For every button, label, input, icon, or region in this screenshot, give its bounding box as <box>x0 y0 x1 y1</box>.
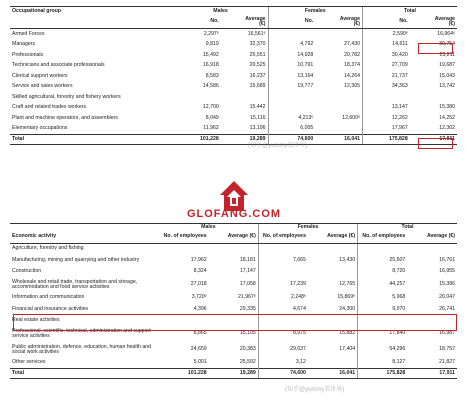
cell-m-no: 8,865 <box>193 330 207 337</box>
table-header-row <box>10 224 457 232</box>
cell-f-avg <box>308 358 358 369</box>
table-row <box>10 113 457 124</box>
cell-t-avg: 18,757 <box>439 346 455 353</box>
cell-t-no <box>362 92 409 103</box>
cell-f-avg: 15,869ᵉ <box>337 294 356 301</box>
cell-t-no: 12,262 <box>362 113 409 124</box>
cell-f-avg <box>315 103 362 114</box>
cell-m-avg: 20,383 <box>239 346 256 353</box>
row-label: Wholesale and retail trade, transportation and storage, accommodation and food service activities <box>12 278 138 290</box>
row-label: Real estate activities <box>12 317 60 324</box>
males-header: Males <box>174 7 268 17</box>
cell-m-no: 4,396 <box>193 305 207 312</box>
cell-f-avg: 12,765 <box>339 281 356 288</box>
cell-t-avg <box>410 92 457 103</box>
females-header: Females <box>258 224 357 232</box>
cell-t-no: 44,257 <box>358 277 408 293</box>
cell-f-no: 7,665 <box>258 254 308 267</box>
cell-f-no: 4,213ᵉ <box>268 113 315 124</box>
cell-m-no: 2,297ᵉ <box>203 30 219 37</box>
cell-f-avg <box>308 267 358 277</box>
males-header: Males <box>159 224 258 232</box>
cell-t-no: 13,147 <box>362 103 409 114</box>
elementary-average-highlight <box>418 138 453 149</box>
cell-m-avg: 17,147 <box>239 268 256 275</box>
cell-f-avg: 24,300 <box>339 305 356 312</box>
cell-m-avg: 29,335 <box>239 305 256 312</box>
cell-f-avg <box>308 244 358 255</box>
table-row <box>10 277 457 293</box>
row-label: Professionals <box>12 51 44 58</box>
cell-f-no <box>258 267 308 277</box>
cell-t-avg: 26,741 <box>439 305 455 312</box>
row-label: Elementary occupations <box>12 125 68 132</box>
cell-m-no: 8,583 <box>205 72 219 79</box>
average-label: Average <box>434 16 455 22</box>
cell-t-avg <box>407 244 457 255</box>
row-label: Managers <box>12 41 36 48</box>
unit-label: (€) <box>448 21 455 27</box>
row-label: Skilled agricultural, forestry and fishery workers <box>12 93 121 100</box>
cell-m-avg: 20,525 <box>249 62 266 69</box>
cell-t-avg: 23,211 <box>439 51 455 58</box>
cell-m-avg: 21,967ᵉ <box>238 294 256 301</box>
table-row <box>10 40 457 51</box>
cell-f-avg: 20,782 <box>344 51 360 58</box>
table-row <box>10 254 457 267</box>
unit-label: (€) <box>353 21 360 27</box>
table-row <box>10 82 457 93</box>
total-f-no: 74,600 <box>258 369 308 379</box>
cell-f-no: 14,928 <box>268 50 315 61</box>
logo-text: GLOFANG.COM <box>186 208 282 220</box>
cell-t-no: 30,420 <box>362 50 409 61</box>
cell-f-no: 4,674 <box>258 303 308 316</box>
cell-m-no: 27,018 <box>190 281 207 288</box>
cell-f-no <box>258 244 308 255</box>
cell-f-no: 13,164 <box>268 71 315 82</box>
cell-t-avg: 15,386 <box>439 281 455 288</box>
table-row <box>10 92 457 103</box>
total-m-avg: 19,289 <box>221 135 268 145</box>
total-t-avg: 17,911 <box>407 369 457 379</box>
cell-m-no: 9,819 <box>205 41 219 48</box>
table-header-row <box>10 7 457 17</box>
cell-m-no: 8,049 <box>205 114 219 121</box>
cell-m-avg: 15,689 <box>249 83 266 90</box>
row-label: Clerical support workers <box>12 72 68 79</box>
cell-f-no <box>268 92 315 103</box>
cell-t-avg: 20,047 <box>439 294 455 301</box>
cell-t-no: 9,070 <box>358 303 408 316</box>
cell-m-no: 3,720ᵉ <box>191 294 207 301</box>
cell-m-avg: 25,592 <box>239 359 256 366</box>
cell-t-avg: 12,302 <box>439 125 455 132</box>
cell-m-avg: 15,442 <box>249 104 266 111</box>
unit-label: (€) <box>259 21 266 27</box>
cell-m-no: 14,586 <box>202 83 219 90</box>
cell-t-no: 14,611 <box>362 40 409 51</box>
total-m-no: 101,228 <box>159 369 209 379</box>
cell-f-no <box>268 103 315 114</box>
total-f-avg: 16,041 <box>308 369 358 379</box>
total-no-header: No. of employees <box>358 231 408 244</box>
cell-m-no <box>174 92 221 103</box>
row-label: Public administration, defence, education, human health and social work activities <box>12 343 152 355</box>
cell-m-avg: 15,105 <box>239 330 256 337</box>
total-label: Total <box>10 135 174 145</box>
average-label: Average <box>245 16 266 22</box>
cell-f-no: 29,637 <box>258 342 308 358</box>
cell-m-no: 16,918 <box>202 62 219 69</box>
row-label: Manufacturing, mining and quarrying and other industry <box>12 256 140 263</box>
cell-f-avg: 14,264 <box>344 72 360 79</box>
row-label: Service and sales workers <box>12 83 73 90</box>
cell-f-avg: 15,882 <box>339 330 356 337</box>
total-t-no: 175,828 <box>358 369 408 379</box>
group-column-header: Occupational group <box>10 7 174 17</box>
males-average-header <box>221 16 268 29</box>
cell-f-no: 19,777 <box>268 82 315 93</box>
watermark-text: (知乎@yummy看世界) <box>248 143 308 149</box>
cell-t-no: 17,967 <box>362 124 409 135</box>
cell-m-avg: 18,181 <box>239 256 256 263</box>
cell-f-no: 4,792 <box>268 40 315 51</box>
cell-t-no: 8,720 <box>358 267 408 277</box>
cell-m-no: 5,001 <box>193 359 207 366</box>
males-no-header: No. of employees <box>159 231 209 244</box>
table-row <box>10 342 457 358</box>
table-row <box>10 358 457 369</box>
cell-f-no: 17,239 <box>258 277 308 293</box>
cell-t-avg: 15,043 <box>439 72 455 79</box>
row-label: Agriculture, forestry and fishing <box>12 245 84 252</box>
cell-t-avg: 21,827 <box>439 359 455 366</box>
total-average-header <box>410 16 457 29</box>
table-row <box>10 267 457 277</box>
cell-t-avg: 15,380 <box>439 104 455 111</box>
table-row <box>10 71 457 82</box>
cell-m-no: 17,962 <box>190 256 207 263</box>
total-row <box>10 135 457 145</box>
cell-t-avg: 16,987 <box>439 330 455 337</box>
cell-t-no: 27,709 <box>362 61 409 72</box>
total-t-avg: 17,911 <box>410 135 457 145</box>
row-label: Technicians and associate professionals <box>12 62 105 69</box>
cell-m-avg: 16,237 <box>249 72 266 79</box>
cell-f-no: 2,248ᵉ <box>258 293 308 303</box>
cell-t-no: 2,590ᵉ <box>362 29 409 40</box>
cell-t-avg: 30,754 <box>439 41 455 48</box>
row-label: Information and communication <box>12 294 85 301</box>
cell-f-avg: 17,404 <box>339 346 356 353</box>
cell-m-no: 8,324 <box>193 268 207 275</box>
activity-column-header: Economic activity <box>10 231 159 244</box>
row-label: Financial and insurance activities <box>12 305 89 312</box>
table-row <box>10 50 457 61</box>
total-m-no: 101,228 <box>174 135 221 145</box>
cell-m-avg: 13,196 <box>249 125 266 132</box>
total-average-header: Average (€) <box>407 231 457 244</box>
cell-f-avg: 12,305 <box>344 83 360 90</box>
cell-t-no <box>358 244 408 255</box>
table-row <box>10 61 457 72</box>
cell-t-no: 21,737 <box>362 71 409 82</box>
cell-m-no <box>159 244 209 255</box>
cell-t-no: 34,363 <box>362 82 409 93</box>
cell-m-avg: 16,561ᵉ <box>247 30 266 37</box>
table-row <box>10 293 457 303</box>
cell-t-no: 25,607 <box>358 254 408 267</box>
cell-f-avg: 12,600ᵉ <box>342 114 360 121</box>
cell-t-avg: 16,761 <box>439 256 455 263</box>
row-label: Craft and related trades workers <box>12 104 87 111</box>
cell-t-no: 5,968 <box>358 293 408 303</box>
cell-f-no: 6,005 <box>268 124 315 135</box>
cell-f-avg: 13,430 <box>339 256 356 263</box>
cell-m-no: 11,962 <box>203 125 219 132</box>
cell-f-avg: 18,374 <box>344 62 360 69</box>
cell-f-avg <box>315 29 362 40</box>
total-row <box>10 369 457 379</box>
cell-f-avg: 27,430 <box>344 41 360 48</box>
table-row <box>10 244 457 255</box>
watermark-text: (知乎@yummy看世界) <box>285 387 345 393</box>
table-row <box>10 29 457 40</box>
total-m-avg: 19,289 <box>209 369 259 379</box>
cell-t-avg: 14,252 <box>439 114 455 121</box>
cell-m-avg: 15,116 <box>250 114 266 121</box>
row-label: Other services <box>12 359 46 366</box>
occupational-group-table <box>10 6 457 145</box>
cell-m-avg: 17,058 <box>239 281 256 288</box>
cell-f-no: 10,791 <box>268 61 315 72</box>
cell-f-no: 8,975 <box>258 326 308 342</box>
row-label: Professional, scientific, technical, administration and support service activities <box>12 327 151 339</box>
cell-f-avg <box>315 124 362 135</box>
average-label: Average <box>339 16 360 22</box>
cell-m-avg: 32,370 <box>249 41 266 48</box>
total-f-no: 74,600 <box>268 135 315 145</box>
row-label: Armed Forces <box>12 30 45 37</box>
cell-t-no: 17,840 <box>358 326 408 342</box>
total-header: Total <box>362 7 457 17</box>
total-header: Total <box>358 224 457 232</box>
table-subheader-row <box>10 16 457 29</box>
table-row <box>10 103 457 114</box>
cell-t-avg: 16,964ᵉ <box>437 30 455 37</box>
row-label: Construction <box>12 268 42 275</box>
cell-t-avg: 13,742 <box>439 83 455 90</box>
females-average-header <box>315 16 362 29</box>
table-subheader-row <box>10 231 457 244</box>
table-row <box>10 124 457 135</box>
total-no-header: No. <box>362 16 409 29</box>
cell-m-avg <box>209 244 259 255</box>
total-t-no: 175,828 <box>362 135 409 145</box>
males-no-header: No. <box>174 16 221 29</box>
cell-m-avg <box>221 92 268 103</box>
financial-row-highlight <box>13 314 457 331</box>
cell-f-avg <box>315 92 362 103</box>
females-no-header: No. <box>268 16 315 29</box>
females-average-header: Average (€) <box>308 231 358 244</box>
females-header: Females <box>268 7 362 17</box>
cell-m-avg: 25,551 <box>249 51 266 58</box>
cell-t-no: 54,296 <box>358 342 408 358</box>
row-label: Plant and machine operators, and assemblers <box>12 114 118 121</box>
cell-f-no <box>268 29 315 40</box>
total-f-avg: 16,041 <box>315 135 362 145</box>
cell-f-no: 3,12 <box>258 358 308 369</box>
cell-t-avg: 19,687 <box>439 62 455 69</box>
cell-m-no: 24,659 <box>190 346 207 353</box>
cell-m-no: 12,700 <box>202 104 219 111</box>
cell-t-no: 8,127 <box>358 358 408 369</box>
males-average-header: Average (€) <box>209 231 259 244</box>
females-no-header: No. of employees <box>258 231 308 244</box>
total-label: Total <box>10 369 159 379</box>
managers-average-highlight <box>418 43 453 54</box>
cell-t-avg: 16,955 <box>439 268 455 275</box>
economic-activity-table <box>10 223 457 379</box>
cell-m-no: 15,492 <box>202 51 219 58</box>
